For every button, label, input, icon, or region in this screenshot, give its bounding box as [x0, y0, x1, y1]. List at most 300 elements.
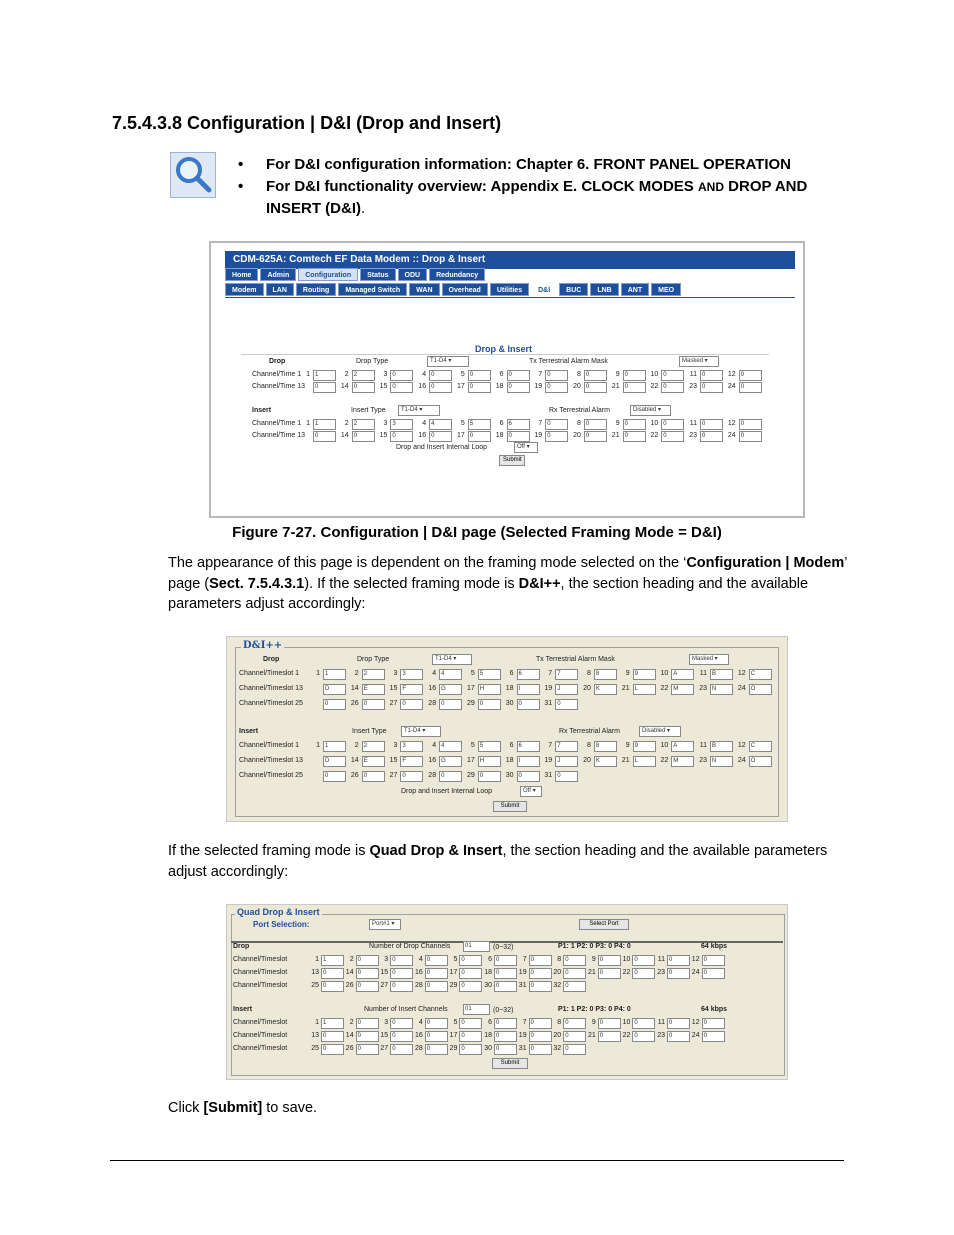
insert-channel-input[interactable]: B — [710, 741, 733, 752]
subtab-managed-switch[interactable]: Managed Switch — [338, 283, 407, 296]
insert-channel-input[interactable]: 0 — [390, 431, 413, 442]
insert-channel-input[interactable]: 0 — [661, 431, 684, 442]
drop-channel-input[interactable]: 0 — [362, 699, 385, 710]
num-insert-label: Number of Insert Channels — [364, 1006, 448, 1013]
channel-number: 20 — [553, 1032, 562, 1039]
tab-home[interactable]: Home — [225, 268, 258, 281]
tab-odu[interactable]: ODU — [398, 268, 428, 281]
channel-number: 3 — [393, 670, 398, 677]
drop-channel-input[interactable]: 0 — [400, 699, 423, 710]
drop-channel-input[interactable]: 0 — [700, 370, 723, 381]
drop-channel-input[interactable]: 0 — [356, 955, 379, 966]
insert-channel-input[interactable]: D — [323, 756, 346, 767]
insert-channel-input[interactable]: F — [400, 756, 423, 767]
drop-channel-input[interactable]: 0 — [700, 382, 723, 393]
drop-channel-input[interactable]: L — [633, 684, 656, 695]
drop-channel-input[interactable]: 1 — [321, 955, 344, 966]
drop-channel-input[interactable]: 0 — [494, 955, 517, 966]
subtab-routing[interactable]: Routing — [296, 283, 336, 296]
text-run-bold: D&I++ — [518, 575, 561, 592]
insert-channel-input[interactable]: 0 — [459, 1031, 482, 1042]
channel-number: 16 — [418, 432, 427, 439]
channel-number: 19 — [544, 757, 553, 764]
insert-channel-input[interactable]: 0 — [400, 771, 423, 782]
insert-channel-input[interactable]: 0 — [555, 771, 578, 782]
insert-channel-input[interactable]: 0 — [352, 431, 375, 442]
drop-channel-input[interactable]: 0 — [563, 968, 586, 979]
bullet-text: For D&I functionality overview: Appendix E. CLOCK MODES — [266, 178, 698, 195]
insert-channel-input[interactable]: 4 — [439, 741, 462, 752]
insert-channel-input[interactable]: 0 — [323, 771, 346, 782]
text-run: ’ page ( — [168, 555, 847, 592]
drop-type-select[interactable]: T1-D4 ▾ — [427, 356, 469, 367]
drop-channel-input[interactable]: 0 — [390, 968, 413, 979]
insert-channel-input[interactable]: 0 — [739, 419, 762, 430]
insert-type-select[interactable]: T1-D4 ▾ — [398, 405, 440, 416]
text-run: , the section heading and the available parameters adjust accordingly: — [168, 575, 809, 612]
drop-channel-input[interactable]: 0 — [584, 382, 607, 393]
drop-channel-input[interactable]: K — [594, 684, 617, 695]
tab-redundancy[interactable]: Redundancy — [429, 268, 485, 281]
channel-number: 17 — [467, 757, 475, 764]
insert-channel-input[interactable]: 0 — [584, 419, 607, 430]
insert-channel-input[interactable]: 0 — [459, 1044, 482, 1055]
insert-channel-input[interactable]: 0 — [700, 419, 723, 430]
insert-channel-input[interactable]: 0 — [478, 771, 501, 782]
select-port-button[interactable]: Select Port — [579, 919, 629, 930]
tab-admin[interactable]: Admin — [260, 268, 296, 281]
drop-channel-input[interactable]: F — [400, 684, 423, 695]
drop-channel-input[interactable]: 0 — [702, 968, 725, 979]
insert-channel-input[interactable]: 0 — [468, 431, 491, 442]
insert-channel-input[interactable]: 0 — [667, 1031, 690, 1042]
drop-channel-input[interactable]: 0 — [529, 955, 552, 966]
drop-channel-input[interactable]: 0 — [356, 981, 379, 992]
drop-channel-input[interactable]: 0 — [459, 955, 482, 966]
magnifier-icon — [170, 152, 216, 198]
drop-channel-input[interactable]: 0 — [323, 699, 346, 710]
drop-channel-input[interactable]: 0 — [702, 955, 725, 966]
insert-channel-input[interactable]: I — [517, 756, 540, 767]
drop-channel-input[interactable]: 0 — [563, 981, 586, 992]
insert-channel-input[interactable]: 5 — [478, 741, 501, 752]
insert-channel-input[interactable]: 0 — [584, 431, 607, 442]
channel-number: 10 — [650, 420, 659, 427]
drop-channel-input[interactable]: 0 — [623, 370, 646, 381]
row-label: Channel/Time 1 — [252, 420, 302, 427]
insert-channel-input[interactable]: 1 — [323, 741, 346, 752]
insert-channel-input[interactable]: 0 — [563, 1031, 586, 1042]
drop-channel-input[interactable]: 0 — [494, 981, 517, 992]
drop-channel-input[interactable]: 1 — [313, 370, 336, 381]
insert-channel-input[interactable]: G — [439, 756, 462, 767]
channel-number: 16 — [418, 383, 427, 390]
insert-channel-input[interactable]: 9 — [633, 741, 656, 752]
channel-number: 30 — [484, 982, 492, 989]
num-drop-input[interactable]: 01 — [463, 941, 490, 952]
channel-number: 20 — [553, 969, 562, 976]
insert-channel-input[interactable]: L — [633, 756, 656, 767]
drop-channel-input[interactable]: 8 — [594, 669, 617, 680]
bullet-text: INSERT (D&I) — [266, 200, 361, 217]
drop-channel-input[interactable]: 0 — [425, 955, 448, 966]
drop-channel-input[interactable]: H — [478, 684, 501, 695]
drop-channel-input[interactable]: 0 — [529, 981, 552, 992]
drop-channel-input[interactable]: 0 — [507, 382, 530, 393]
insert-channel-input[interactable]: N — [710, 756, 733, 767]
insert-type-label: Insert Type — [352, 728, 387, 735]
channel-number: 6 — [488, 1019, 492, 1026]
tx-mask-select[interactable]: Masked ▾ — [689, 654, 729, 665]
drop-channel-input[interactable]: 0 — [623, 382, 646, 393]
insert-channel-input[interactable]: 0 — [667, 1018, 690, 1029]
tab-status[interactable]: Status — [360, 268, 395, 281]
drop-channel-input[interactable]: 0 — [478, 699, 501, 710]
drop-channel-input[interactable]: 0 — [321, 981, 344, 992]
rate-label: 64 kbps — [701, 1006, 728, 1013]
channel-number: 15 — [389, 685, 398, 692]
drop-channel-input[interactable]: 0 — [429, 382, 452, 393]
row-label: Channel/Time 13 — [252, 432, 306, 439]
insert-channel-input[interactable]: 0 — [425, 1031, 448, 1042]
drop-channel-input[interactable]: 6 — [517, 669, 540, 680]
tx-mask-select[interactable]: Masked ▾ — [679, 356, 719, 367]
channel-number: 5 — [460, 371, 465, 378]
port-counts: P1: 1 P2: 0 P3: 0 P4: 0 — [558, 943, 631, 950]
channel-number: 11 — [689, 420, 697, 427]
drop-channel-input[interactable]: 0 — [529, 968, 552, 979]
insert-channel-input[interactable]: 0 — [598, 1018, 621, 1029]
channel-number: 28 — [415, 982, 423, 989]
channel-number: 10 — [650, 371, 659, 378]
channel-number: 24 — [727, 432, 736, 439]
subtab-modem[interactable]: Modem — [225, 283, 264, 296]
drop-channel-input[interactable]: 0 — [390, 981, 413, 992]
drop-channel-input[interactable]: 4 — [439, 669, 462, 680]
insert-channel-input[interactable]: 0 — [563, 1018, 586, 1029]
channel-number: 7 — [522, 1019, 527, 1026]
insert-type-select[interactable]: T1-D4 ▾ — [401, 726, 441, 737]
channel-number: 16 — [428, 757, 437, 764]
insert-channel-input[interactable]: 5 — [468, 419, 491, 430]
subtab-lan[interactable]: LAN — [266, 283, 294, 296]
channel-number: 29 — [467, 700, 475, 707]
drop-channel-input[interactable]: 0 — [632, 968, 655, 979]
rate-label: 64 kbps — [701, 943, 728, 950]
insert-channel-input[interactable]: 0 — [632, 1018, 655, 1029]
row-label: Channel/Timeslot — [233, 1019, 288, 1026]
insert-channel-input[interactable]: 0 — [529, 1044, 552, 1055]
section-divider — [241, 354, 769, 355]
port-select[interactable]: Port#1 ▾ — [369, 919, 401, 930]
channel-number: 32 — [553, 982, 562, 989]
paragraph-2 — [168, 841, 848, 882]
drop-channel-input[interactable]: 0 — [739, 370, 762, 381]
channel-number: 10 — [660, 670, 669, 677]
insert-channel-input[interactable]: H — [478, 756, 501, 767]
channel-number: 30 — [505, 772, 514, 779]
channel-number: 27 — [380, 1045, 389, 1052]
insert-channel-input[interactable]: C — [749, 741, 772, 752]
drop-channel-input[interactable]: 0 — [459, 968, 482, 979]
drop-channel-input[interactable]: 0 — [598, 968, 621, 979]
insert-channel-input[interactable]: 0 — [313, 431, 336, 442]
drop-channel-input[interactable]: 0 — [632, 955, 655, 966]
submit-button[interactable]: Submit — [492, 1058, 528, 1069]
drop-type-select[interactable]: T1-D4 ▾ — [432, 654, 472, 665]
drop-channel-input[interactable]: 0 — [545, 382, 568, 393]
insert-channel-input[interactable]: 0 — [356, 1044, 379, 1055]
channel-number: 29 — [449, 982, 458, 989]
insert-channel-input[interactable]: 8 — [594, 741, 617, 752]
channel-number: 4 — [422, 371, 427, 378]
insert-channel-input[interactable]: E — [362, 756, 385, 767]
bullet-text: DROP AND — [723, 178, 808, 195]
drop-channel-input[interactable]: 0 — [390, 955, 413, 966]
insert-channel-input[interactable]: 0 — [425, 1044, 448, 1055]
channel-number: 17 — [457, 383, 465, 390]
drop-channel-input[interactable]: 9 — [633, 669, 656, 680]
channel-number: 14 — [345, 1032, 354, 1039]
channel-number: 14 — [340, 383, 349, 390]
row-label: Channel/Timeslot 25 — [239, 700, 303, 707]
insert-channel-input[interactable]: 0 — [439, 771, 462, 782]
insert-channel-input[interactable]: 0 — [739, 431, 762, 442]
insert-channel-input[interactable]: 0 — [321, 1044, 344, 1055]
insert-channel-input[interactable]: 0 — [623, 419, 646, 430]
channel-number: 5 — [453, 1019, 458, 1026]
insert-channel-input[interactable]: 6 — [517, 741, 540, 752]
insert-channel-input[interactable]: M — [671, 756, 694, 767]
drop-channel-input[interactable]: 0 — [425, 968, 448, 979]
insert-channel-input[interactable]: 0 — [632, 1031, 655, 1042]
insert-channel-input[interactable]: 1 — [321, 1018, 344, 1029]
loop-select[interactable]: Off ▾ — [514, 442, 538, 453]
subtab-utilities[interactable]: Utilities — [490, 283, 529, 296]
drop-channel-input[interactable]: D — [323, 684, 346, 695]
drop-channel-input[interactable]: 2 — [352, 370, 375, 381]
drop-channel-input[interactable]: M — [671, 684, 694, 695]
drop-channel-input[interactable]: B — [710, 669, 733, 680]
insert-channel-input[interactable]: 0 — [494, 1031, 517, 1042]
drop-channel-input[interactable]: 0 — [555, 699, 578, 710]
channel-number: 15 — [379, 432, 388, 439]
num-insert-input[interactable]: 01 — [463, 1004, 490, 1015]
drop-channel-input[interactable]: O — [749, 684, 772, 695]
drop-channel-input[interactable]: 0 — [661, 382, 684, 393]
drop-channel-input[interactable]: N — [710, 684, 733, 695]
insert-channel-input[interactable]: 0 — [356, 1031, 379, 1042]
rx-alarm-value: Disabled — [642, 728, 666, 734]
insert-channel-input[interactable]: 2 — [352, 419, 375, 430]
channel-number: 28 — [428, 700, 437, 707]
insert-channel-input[interactable]: 0 — [517, 771, 540, 782]
insert-channel-input[interactable]: 2 — [362, 741, 385, 752]
channel-number: 31 — [518, 1045, 527, 1052]
insert-channel-input[interactable]: 0 — [459, 1018, 482, 1029]
figure-di-page — [209, 241, 805, 518]
channel-number: 20 — [573, 432, 581, 439]
drop-channel-input[interactable]: 0 — [439, 699, 462, 710]
channel-number: 27 — [389, 700, 398, 707]
insert-channel-input[interactable]: 0 — [362, 771, 385, 782]
loop-label: Drop and Insert Internal Loop — [401, 788, 493, 795]
tx-mask-label: Tx Terrestrial Alarm Mask — [529, 358, 608, 365]
loop-select[interactable]: Off ▾ — [520, 786, 542, 797]
insert-channel-input[interactable]: 3 — [400, 741, 423, 752]
insert-channel-input[interactable]: 0 — [390, 1018, 413, 1029]
channel-number: 8 — [557, 956, 562, 963]
insert-label: Insert — [233, 1006, 253, 1013]
drop-channel-input[interactable]: 0 — [313, 382, 336, 393]
channel-number: 4 — [432, 670, 437, 677]
submit-button[interactable]: Submit — [499, 455, 525, 466]
insert-channel-input[interactable]: J — [555, 756, 578, 767]
channel-number: 22 — [660, 685, 669, 692]
drop-channel-input[interactable]: J — [555, 684, 578, 695]
insert-channel-input[interactable]: 4 — [429, 419, 452, 430]
tab-underline — [225, 297, 795, 298]
insert-channel-input[interactable]: 1 — [313, 419, 336, 430]
insert-channel-input[interactable]: 0 — [702, 1031, 725, 1042]
insert-channel-input[interactable]: 0 — [700, 431, 723, 442]
insert-channel-input[interactable]: 0 — [321, 1031, 344, 1042]
insert-channel-input[interactable]: 0 — [494, 1044, 517, 1055]
insert-channel-input[interactable]: 0 — [598, 1031, 621, 1042]
insert-channel-input[interactable]: K — [594, 756, 617, 767]
insert-channel-input[interactable]: 0 — [545, 419, 568, 430]
drop-channel-input[interactable]: 0 — [545, 370, 568, 381]
insert-channel-input[interactable]: 7 — [555, 741, 578, 752]
channel-number: 32 — [553, 1045, 562, 1052]
insert-channel-input[interactable]: 0 — [529, 1031, 552, 1042]
insert-channel-input[interactable]: 0 — [507, 431, 530, 442]
subtab-lnb[interactable]: LNB — [590, 283, 618, 296]
subtab-d-i[interactable]: D&I — [531, 283, 557, 296]
insert-channel-input[interactable]: 0 — [623, 431, 646, 442]
insert-channel-input[interactable]: 0 — [356, 1018, 379, 1029]
channel-number: 2 — [354, 742, 359, 749]
drop-channel-input[interactable]: 0 — [507, 370, 530, 381]
channel-number: 6 — [499, 420, 504, 427]
drop-channel-input[interactable]: 3 — [400, 669, 423, 680]
drop-channel-input[interactable]: 0 — [390, 370, 413, 381]
drop-channel-input[interactable]: 2 — [362, 669, 385, 680]
drop-channel-input[interactable]: A — [671, 669, 694, 680]
channel-number: 1 — [316, 670, 320, 677]
insert-channel-input[interactable]: 0 — [545, 431, 568, 442]
drop-channel-input[interactable]: I — [517, 684, 540, 695]
channel-number: 14 — [350, 685, 359, 692]
drop-channel-input[interactable]: E — [362, 684, 385, 695]
insert-channel-input[interactable]: 0 — [494, 1018, 517, 1029]
subtab-ant[interactable]: ANT — [621, 283, 649, 296]
rx-alarm-select[interactable]: Disabled ▾ — [639, 726, 681, 737]
drop-channel-input[interactable]: 0 — [661, 370, 684, 381]
insert-channel-input[interactable]: 0 — [563, 1044, 586, 1055]
insert-channel-input[interactable]: 0 — [390, 1044, 413, 1055]
drop-channel-input[interactable]: 0 — [429, 370, 452, 381]
figure-quad-di — [226, 904, 788, 1080]
drop-channel-input[interactable]: 0 — [739, 382, 762, 393]
row-label: Channel/Timeslot 1 — [239, 742, 300, 749]
drop-channel-input[interactable]: C — [749, 669, 772, 680]
channel-number: 5 — [460, 420, 465, 427]
insert-channel-input[interactable]: 0 — [425, 1018, 448, 1029]
rx-alarm-select[interactable]: Disabled ▾ — [630, 405, 671, 416]
drop-channel-input[interactable]: 0 — [667, 955, 690, 966]
channel-number: 1 — [315, 956, 319, 963]
paragraph-1 — [168, 553, 848, 615]
drop-channel-input[interactable]: G — [439, 684, 462, 695]
channel-number: 22 — [660, 757, 669, 764]
drop-label: Drop — [269, 358, 286, 365]
channel-number: 9 — [625, 742, 630, 749]
insert-channel-input[interactable]: O — [749, 756, 772, 767]
channel-number: 29 — [449, 1045, 458, 1052]
tab-row-config — [225, 283, 681, 296]
fieldset-legend: Quad Drop & Insert — [237, 907, 320, 917]
subtab-buc[interactable]: BUC — [559, 283, 588, 296]
drop-channel-input[interactable]: 0 — [459, 981, 482, 992]
drop-channel-input[interactable]: 1 — [323, 669, 346, 680]
drop-channel-input[interactable]: 0 — [468, 382, 491, 393]
channel-number: 5 — [470, 670, 475, 677]
channel-number: 11 — [699, 742, 707, 749]
channel-number: 7 — [538, 420, 543, 427]
fieldset-legend: D&I++ — [243, 640, 283, 651]
channel-number: 16 — [428, 685, 437, 692]
insert-channel-input[interactable]: 6 — [507, 419, 530, 430]
drop-channel-input[interactable]: 0 — [667, 968, 690, 979]
drop-channel-input[interactable]: 0 — [468, 370, 491, 381]
channel-number: 17 — [457, 432, 465, 439]
insert-channel-input[interactable]: 0 — [429, 431, 452, 442]
row-label: Channel/Timeslot 1 — [239, 670, 300, 677]
subtab-meo[interactable]: MEO — [651, 283, 681, 296]
range-hint: (0~32) — [493, 944, 514, 951]
channel-number: 31 — [544, 772, 553, 779]
subtab-wan[interactable]: WAN — [409, 283, 439, 296]
insert-channel-input[interactable]: A — [671, 741, 694, 752]
drop-channel-input[interactable]: 0 — [352, 382, 375, 393]
section-heading: 7.5.4.3.8 Configuration | D&I (Drop and Insert) — [112, 113, 502, 133]
drop-channel-input[interactable]: 0 — [563, 955, 586, 966]
channel-number: 23 — [657, 969, 665, 976]
insert-channel-input[interactable]: 0 — [661, 419, 684, 430]
drop-channel-input[interactable]: 0 — [598, 955, 621, 966]
insert-channel-input[interactable]: 0 — [390, 1031, 413, 1042]
drop-channel-input[interactable]: 0 — [517, 699, 540, 710]
drop-channel-input[interactable]: 0 — [356, 968, 379, 979]
drop-channel-input[interactable]: 0 — [390, 382, 413, 393]
insert-channel-input[interactable]: 3 — [390, 419, 413, 430]
drop-channel-input[interactable]: 5 — [478, 669, 501, 680]
channel-number: 18 — [505, 685, 514, 692]
drop-channel-input[interactable]: 0 — [425, 981, 448, 992]
channel-number: 20 — [583, 757, 591, 764]
tab-configuration[interactable]: Configuration — [298, 268, 358, 281]
drop-channel-input[interactable]: 0 — [321, 968, 344, 979]
subtab-overhead[interactable]: Overhead — [442, 283, 488, 296]
submit-button[interactable]: Submit — [493, 801, 527, 812]
drop-channel-input[interactable]: 0 — [494, 968, 517, 979]
text-run-bold: Sect. 7.5.4.3.1 — [209, 575, 305, 592]
drop-channel-input[interactable]: 7 — [555, 669, 578, 680]
drop-channel-input[interactable]: 0 — [584, 370, 607, 381]
insert-channel-input[interactable]: 0 — [702, 1018, 725, 1029]
insert-channel-input[interactable]: 0 — [529, 1018, 552, 1029]
